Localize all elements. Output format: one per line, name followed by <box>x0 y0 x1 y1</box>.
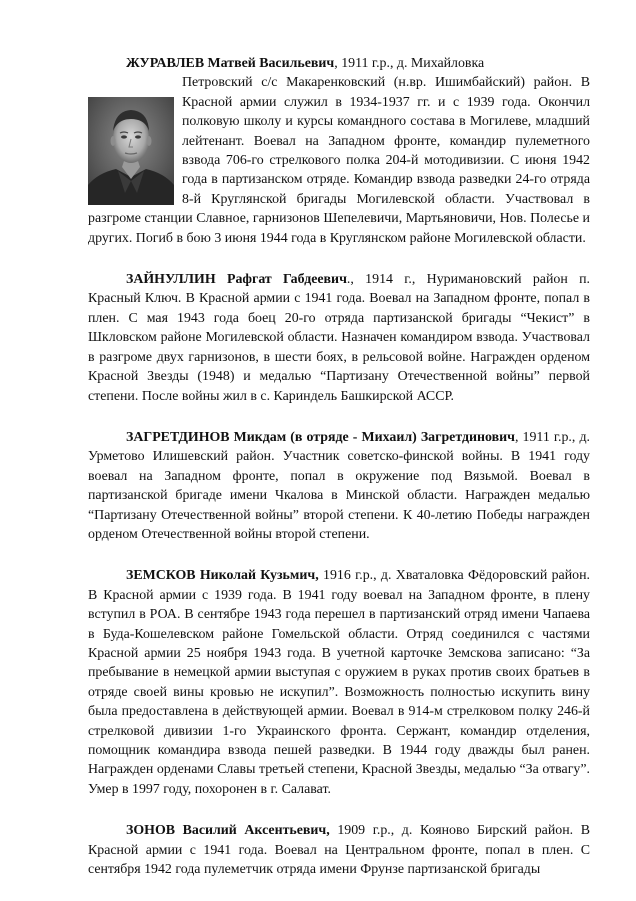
person-name: ЗАЙНУЛЛИН Рафгат Габдеевич <box>126 272 347 288</box>
entry-text: 1909 г.р., д. Кояново Бирский район. В Красной армии с 1941 года. Воевал на Центральном фронте, попал в плен. С сентября 1942 года пулеметчик отряда имени Фрунзе партизанской бригады <box>88 823 590 878</box>
person-name: ЗОНОВ Василий Аксентьевич, <box>126 823 330 839</box>
entry-text: Петровский с/с Макаренковский (н.вр. Ишимбайский) район. В Красной армии служил в 1934-1937 гг. и с 1939 года. Окончил полковую школу и курсы командного состава в Могилеве, младший лейтенант. Воевал на Западном фронте, командир пулеметного взвода 706-го стрелкового полка 204-й мотодивизии. С июня 1942 года в партизанском отряде. Командир взвода разведки 24-го отряда 8-й Круглянской бригады Могилевской области. Участвовал в разгроме станции Славное, гарнизонов Шепелевичи, Мартьяновичи, Нов. Полесье и других. Погиб в бою 3 июня 1944 года в Круглянском районе Могилевской области. <box>88 75 590 246</box>
entry-text: , 1911 г.р., д. Урметово Илишевский район. Участник советско-финской войны. В 1941 году воевал на Западном фронте, попал в окружение под Вязьмой. Воевал в партизанской бригаде имени Чкалова в Минской области. Награжден медалью “Партизану Отечественной войны” второй степени. К 40-летию Победы награжден орденом Отечественной войны второй степени. <box>88 429 590 542</box>
entry-first-line <box>88 54 590 73</box>
person-name: ЗАГРЕТДИНОВ Микдам (в отряде - Михаил) Загретдинович <box>126 429 515 445</box>
biography-entry-zhuravlev <box>88 54 590 248</box>
person-name: ЗЕМСКОВ Николай Кузьмич, <box>126 568 319 584</box>
biography-entry-zainullin <box>88 270 590 406</box>
portrait-photo <box>88 97 174 205</box>
entry-text: ., 1914 г., Нуримановский район п. Красный Ключ. В Красной армии с 1941 года. Воевал на Западном фронте, попал в плен. С мая 1943 года боец 20-го отряда партизанской бригады “Чекист” в Шкловском районе Могилевской области. Назначен командиром взвода. Участвовал в разгроме двух гарнизонов, в шести боях, в рельсовой войне. Награжден орденом Красной Звезды (1948) и медалью “Партизану Отечественной войны” первой степени. После войны жил в с. Кариндель Башкирской АССР. <box>88 272 590 404</box>
biography-entry-zemskov <box>88 566 590 799</box>
biography-entry-zonov <box>88 821 590 879</box>
person-name: ЖУРАВЛЕВ Матвей Васильевич <box>126 56 335 71</box>
document-page <box>88 54 590 901</box>
biography-entry-zagretdinov <box>88 428 590 544</box>
entry-lead: , 1911 г.р., д. Михайловка <box>334 56 485 71</box>
portrait-image <box>88 97 174 205</box>
entry-text: 1916 г.р., д. Хваталовка Фёдоровский район. В Красной армии с 1939 года. В 1941 году воевал на Западном фронте, в плену вступил в РОА. В сентябре 1943 года перешел в партизанский отряд имени Чапаева в Буда-Кошелевском районе Гомельской области. Отряд соединился с частями Красной армии 25 ноября 1943 года. В учетной карточке Земскова записано: “За пребывание в немецкой армии выступая с оружием в руках против своих братьев в отряде своей вины кровью не искупил”. Возможность полностью искупить вину была предоставлена в действующей армии. Воевал в 914-м стрелковом полку 246-й стрелковой дивизии 1-го Украинского фронта. Сержант, командир отделения, помощник командира взвода пешей разведки. В 1944 году дважды был ранен. Награжден орденами Славы третьей степени, Красной Звезды, медалью “За отвагу”. Умер в 1997 году, похоронен в г. Салават. <box>88 568 591 797</box>
